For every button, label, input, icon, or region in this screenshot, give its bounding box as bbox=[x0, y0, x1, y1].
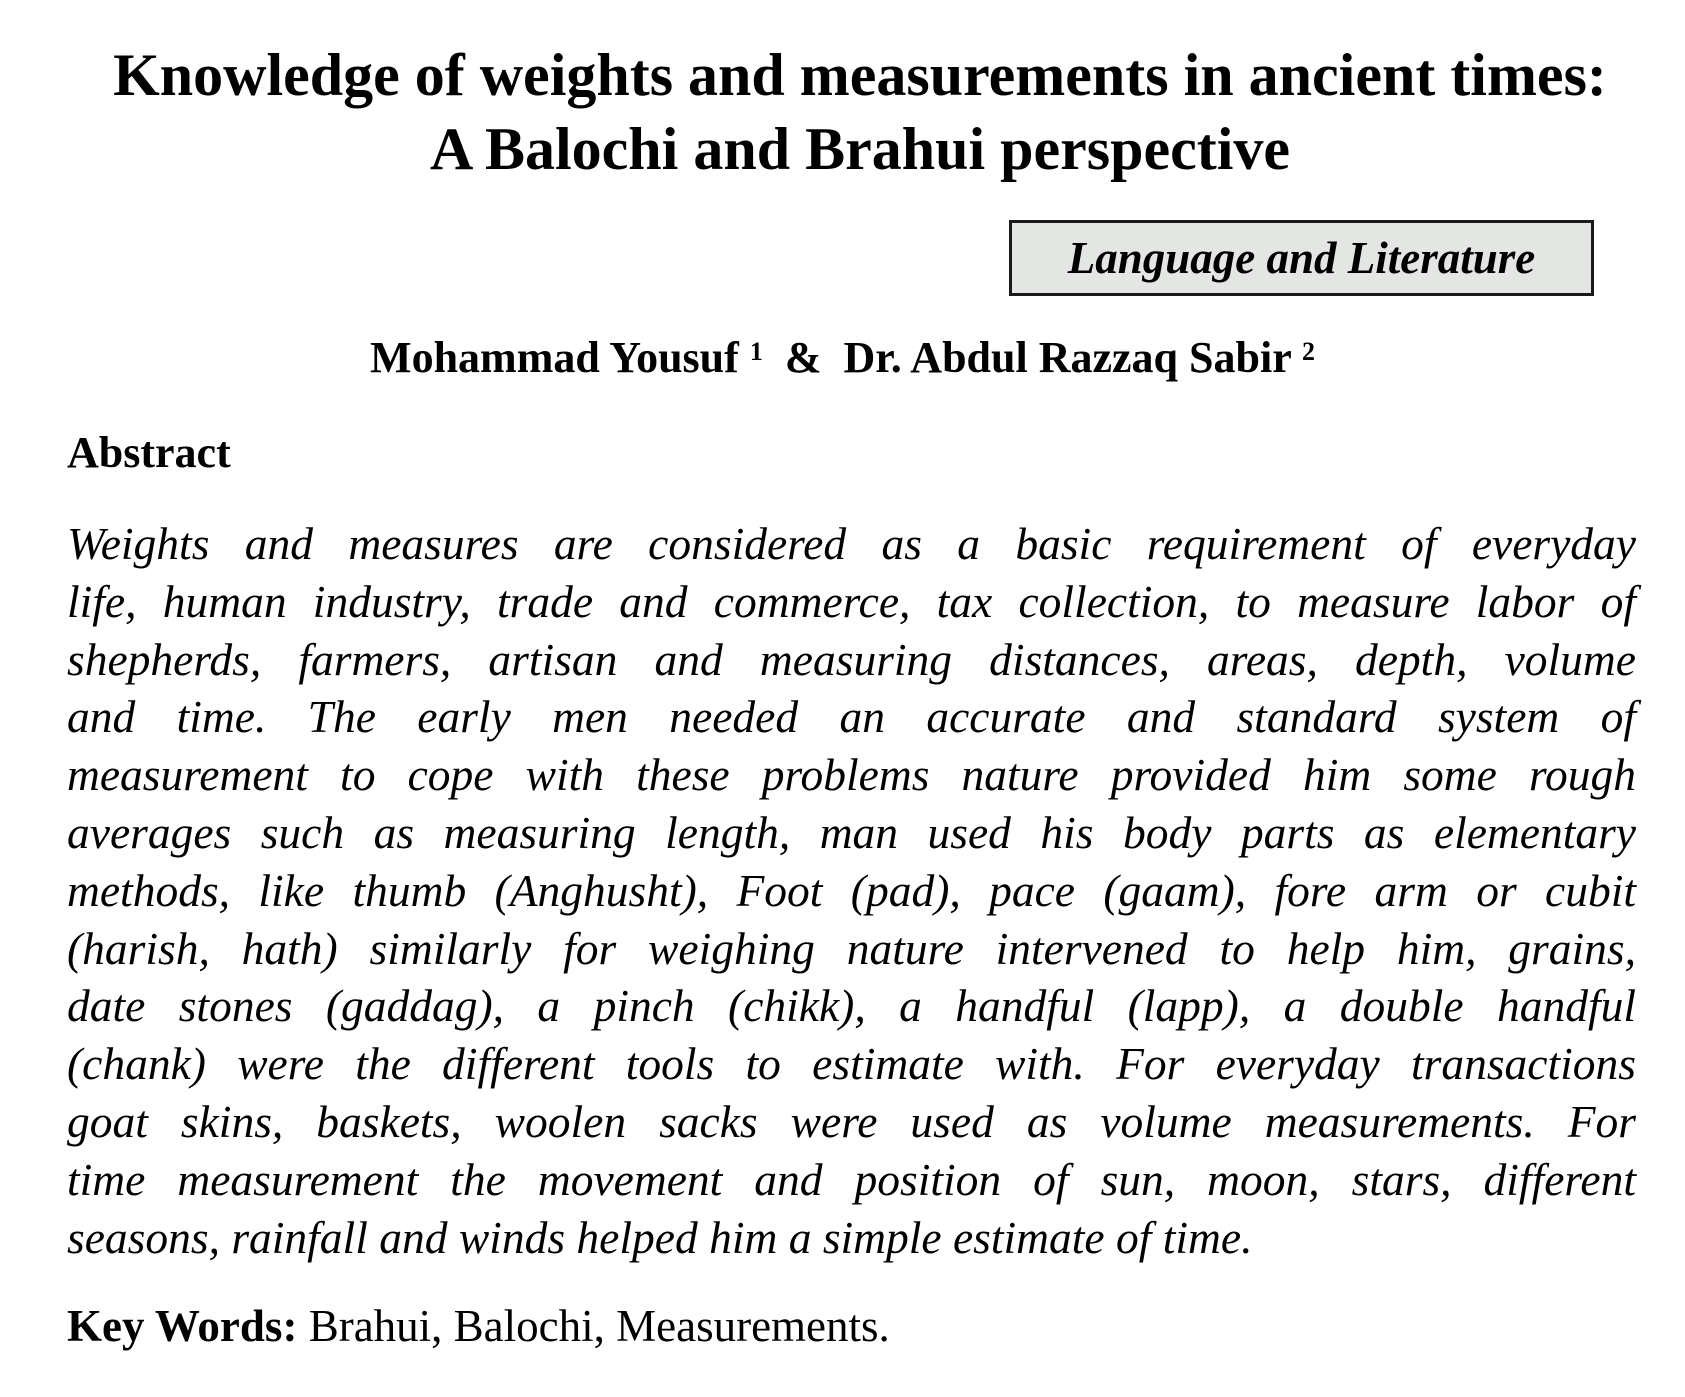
abstract-line: (harish, hath) similarly for weighing nature intervened to help him, grains, bbox=[67, 922, 1636, 974]
abstract-heading: Abstract bbox=[67, 428, 231, 477]
abstract-line: goat skins, baskets, woolen sacks were used as volume measurements. For bbox=[67, 1095, 1636, 1147]
abstract-line: Weights and measures are considered as a basic requirement of everyday bbox=[67, 518, 1636, 569]
abstract-line: time measurement the movement and position of sun, moon, stars, different bbox=[67, 1153, 1636, 1205]
paper-title-line-1: Knowledge of weights and measurements in ancient times: bbox=[113, 42, 1607, 108]
author-line bbox=[0, 330, 1685, 386]
abstract-line: shepherds, farmers, artisan and measuring distances, areas, depth, volume bbox=[67, 633, 1636, 685]
abstract-line: (chank) were the different tools to estimate with. For everyday transactions bbox=[67, 1038, 1636, 1090]
abstract-line: measurement to cope with these problems nature provided him some rough bbox=[67, 749, 1636, 801]
paper-title-line-2: A Balochi and Brahui perspective bbox=[429, 116, 1291, 182]
abstract-body bbox=[67, 515, 1636, 1266]
keywords-line bbox=[67, 1298, 890, 1354]
author-1-name: Mohammad Yousuf bbox=[370, 333, 739, 382]
paper-title bbox=[40, 38, 1680, 186]
author-separator: & bbox=[773, 333, 833, 382]
abstract-line: date stones (gaddag), a pinch (chikk), a handful (lapp), a double handful bbox=[67, 980, 1636, 1032]
abstract-line: and time. The early men needed an accurate and standard system of bbox=[67, 691, 1636, 743]
abstract-line: life, human industry, trade and commerce, tax collection, to measure labor of bbox=[67, 575, 1636, 627]
abstract-line: methods, like thumb (Anghusht), Foot (pad), pace (gaam), fore arm or cubit bbox=[67, 864, 1636, 916]
author-2-name: Dr. Abdul Razzaq Sabir bbox=[843, 333, 1291, 382]
category-badge: Language and Literature bbox=[1009, 220, 1594, 296]
abstract-line: seasons, rainfall and winds helped him a simple estimate of time. bbox=[67, 1211, 1253, 1263]
author-2-affiliation-mark: 2 bbox=[1301, 337, 1315, 366]
author-1-affiliation-mark: 1 bbox=[749, 337, 763, 366]
abstract-line: averages such as measuring length, man used his body parts as elementary bbox=[67, 806, 1636, 858]
keywords-label: Key Words: bbox=[67, 1301, 298, 1351]
keywords-value: Brahui, Balochi, Measurements. bbox=[297, 1301, 890, 1351]
